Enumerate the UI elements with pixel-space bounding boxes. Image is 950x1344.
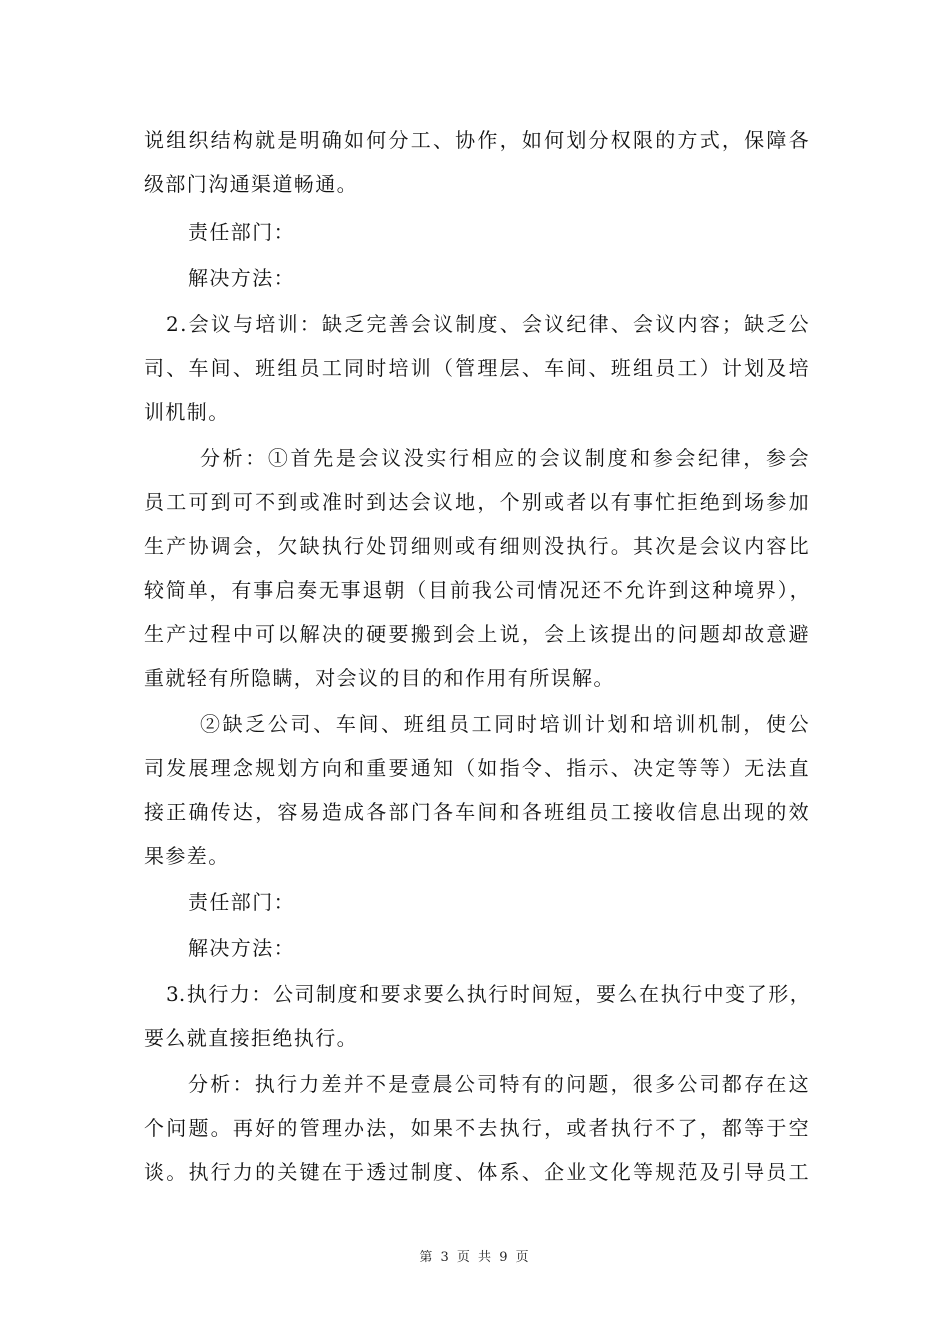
analysis-paragraph-second: ②缺乏公司、车间、班组员工同时培训计划和培训机制，使公 (200, 712, 810, 736)
solution-method-label: 解决方法： (188, 266, 295, 290)
paragraph-line: 果参差。 (144, 844, 230, 868)
paragraph-line: 生产协调会，欠缺执行处罚细则或有细则没执行。其次是会议内容比 (144, 534, 810, 558)
paragraph-line: 级部门沟通渠道畅通。 (144, 172, 358, 196)
paragraph-line: 生产过程中可以解决的硬要搬到会上说，会上该提出的问题却故意避 (144, 622, 810, 646)
analysis-paragraph-execution: 分析：执行力差并不是壹晨公司特有的问题，很多公司都存在这 (188, 1072, 810, 1096)
paragraph-line: 训机制。 (144, 400, 230, 424)
responsible-department-label: 责任部门： (188, 890, 295, 914)
paragraph-line: 员工可到可不到或准时到达会议地，个别或者以有事忙拒绝到场参加 (144, 490, 810, 514)
paragraph-line: 接正确传达，容易造成各部门各车间和各班组员工接收信息出现的效 (144, 800, 810, 824)
section-heading-execution: 3.执行力：公司制度和要求要么执行时间短，要么在执行中变了形， (166, 982, 810, 1006)
paragraph-line: 司、车间、班组员工同时培训（管理层、车间、班组员工）计划及培 (144, 356, 810, 380)
paragraph-line: 谈。执行力的关键在于透过制度、体系、企业文化等规范及引导员工 (144, 1160, 810, 1184)
paragraph-line: 较简单，有事启奏无事退朝（目前我公司情况还不允许到这种境界）， (144, 578, 810, 602)
paragraph-line: 说组织结构就是明确如何分工、协作，如何划分权限的方式，保障各 (144, 128, 810, 152)
paragraph-line: 要么就直接拒绝执行。 (144, 1026, 358, 1050)
page-number-footer: 第 3 页 共 9 页 (419, 1250, 531, 1265)
paragraph-line: 重就轻有所隐瞒，对会议的目的和作用有所误解。 (144, 666, 615, 690)
responsible-department-label: 责任部门： (188, 220, 295, 244)
section-heading-meetings-training: 2.会议与培训：缺乏完善会议制度、会议纪律、会议内容；缺乏公 (166, 312, 810, 336)
paragraph-line: 司发展理念规划方向和重要通知（如指令、指示、决定等等）无法直 (144, 756, 810, 780)
analysis-paragraph-start: 分析：①首先是会议没实行相应的会议制度和参会纪律，参会 (200, 446, 810, 470)
solution-method-label: 解决方法： (188, 936, 295, 960)
paragraph-line: 个问题。再好的管理办法，如果不去执行，或者执行不了，都等于空 (144, 1116, 810, 1140)
